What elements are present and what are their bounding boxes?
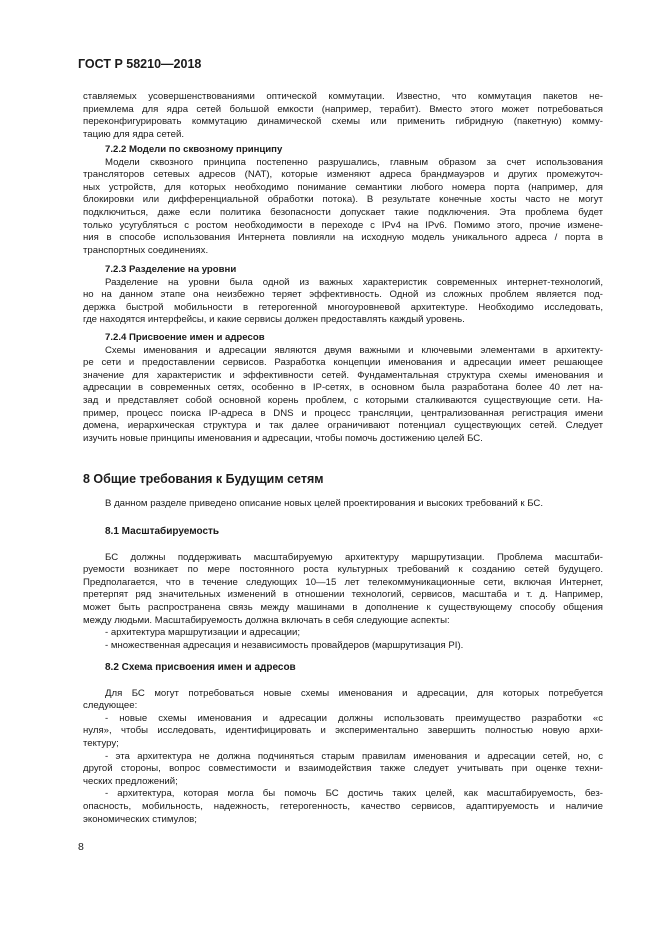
text-line: другой стороны, вопрос совместимости и взаимодействия также следует учитывать при оценке техни- (83, 763, 603, 775)
text-line: - архитектура, которая могла бы помочь БС достичь таких целей, как масштабируемость, без- (105, 788, 603, 800)
text-line: адресации в современных сетях, особенно в IP-сетях, в основном была разработана более 40 лет на- (83, 382, 603, 394)
section-8-2 (83, 662, 603, 826)
text-line: претерпят ряд значительных изменений в отношении технологий, сервисов, масштаба и т. д. Например, (83, 589, 603, 601)
text-line: нуля», чтобы исследовать, идентифицировать и экспериментально завершить полностью новую архи- (83, 725, 603, 737)
intro-paragraph (83, 91, 603, 141)
text-line: ставляемых усовершенствованиями оптической коммутации. Известно, что коммутация пакетов не- (83, 91, 603, 102)
text-line: БС должны поддерживать масштабируемую архитектуру маршрутизации. Проблема масштаби- (105, 551, 603, 563)
text-line: тацию для ядра сетей. (83, 128, 184, 140)
text-line: транспортных соединениях. (83, 244, 209, 256)
text-line: приемлема для ядра сетей большой емкости (например, терабит). Вместо этого может потребоваться (83, 103, 603, 115)
text-line: следующее: (83, 700, 138, 712)
text-line: экономических стимулов; (83, 813, 197, 825)
list-item: - архитектура маршрутизации и адресации; (105, 627, 301, 639)
text-line: между людьми. Масштабируемость должна включать в себя следующие аспекты: (83, 614, 450, 626)
section-7-2-3 (83, 264, 603, 327)
text-line: может быть распространена связь между машинами в дополнение к существующему способу общения (83, 601, 603, 613)
section-8-1 (83, 526, 603, 652)
text-line: изучить новые принципы именования и адресации, чтобы помочь достижению целей БС. (83, 432, 483, 444)
text-line: опасность, мобильность, надежность, гетерогенность, качество сервисов, адаптируемость и наличие (83, 800, 603, 812)
text-line: переконфигурировать коммутацию динамической схемы или применить гибридную (пакетную) комму- (83, 116, 603, 128)
list-item: - множественная адресация и независимость провайдеров (маршрутизация PI). (105, 639, 464, 651)
chapter-heading: 8 Общие требования к Будущим сетям (83, 472, 324, 486)
text-line: значение для характеристик и эффективности сетей. Фундаментальная структура схемы именования и (83, 369, 603, 381)
text-line: подключиться, даже если политика безопасности допускает такие подключения. Эта проблема будет (83, 206, 603, 218)
text-line: - новые схемы именования и адресации должны использовать преимущество разработки «с (105, 712, 603, 724)
section-heading: 7.2.4 Присвоение имен и адресов (105, 332, 265, 343)
text-line: но на данном этапе она неизбежно теряет эффективность. Одной из сложных проблем является под- (83, 289, 603, 301)
text-line: Схемы именования и адресации являются двумя важными и ключевыми элементами в архитекту- (105, 344, 603, 356)
text-line: где находятся интерфейсы, и какие сервисы должен предоставлять каждый уровень. (83, 314, 465, 326)
text-line: держка быстрой мобильности в гетерогенной многоуровневой архитектуре. Необходимо исследовать, (83, 301, 603, 313)
text-line: - эта архитектура не должна подчиняться старым правилам именования и адресации сетей, но, с (105, 750, 603, 762)
text-line: трансляторов сетевых адресов (NAT), которые изменяют адреса брандмауэров и других промежуточ- (83, 169, 603, 181)
text-line: В данном разделе приведено описание новых целей проектирования и высоких требований к БС. (105, 497, 544, 509)
text-line: блокировки или дифференциальной обработки потока). В результате конечные хосты часто не могут (83, 194, 603, 206)
text-line: Модели сквозного принципа постепенно разрушались, главным образом за счет использования (105, 156, 603, 168)
section-7-2-4 (83, 332, 603, 445)
document-header: ГОСТ Р 58210—2018 (78, 57, 202, 71)
section-heading: 8.1 Масштабируемость (105, 526, 220, 537)
text-line: Для БС могут потребоваться новые схемы именования и адресации, для которых потребуется (105, 687, 603, 699)
section-7-2-2 (83, 144, 603, 257)
text-line: домена, иерархическая структура и так далее ограничивают потенциал существующих сетей. Следует (83, 420, 603, 432)
text-line: тектуру; (83, 737, 119, 749)
text-line: только усугубляться с ростом необходимости в переходе с IPv4 на IPv6. Помимо этого, прочие измене- (83, 219, 603, 231)
text-line: Разделение на уровни была одной из важных характеристик современных интернет-технологий, (105, 276, 603, 288)
text-line: зад и представляет собой основной корень проблем, с которыми сталкиваются существующие сети. На- (83, 394, 603, 406)
text-line: ческих предложений; (83, 775, 178, 787)
text-line: руемости возникает по мере постоянного роста культурных требований к созданию сетей будущего. (83, 564, 603, 576)
section-8 (83, 473, 603, 510)
section-heading: 7.2.2 Модели по сквозному принципу (105, 144, 283, 155)
page-number: 8 (78, 841, 84, 853)
section-heading: 7.2.3 Разделение на уровни (105, 264, 237, 275)
text-line: Предполагается, что в течение следующих 10—15 лет телекоммуникационные сети, включая Интернет, (83, 576, 603, 588)
section-heading: 8.2 Схема присвоения имен и адресов (105, 662, 296, 673)
text-line: ных устройств, для которых необходимо понимание семантики любого номера порта (например, для (83, 181, 603, 193)
text-line: ния в способе использования Интернета повлияли на исходную модель уникального адреса / порта в (83, 232, 603, 244)
text-line: пример, процесс поиска IP-адреса в DNS и процесс трансляции, централизованная регистрация имени (83, 407, 603, 419)
text-line: ре сети и предоставлении сервисов. Разработка концепции именования и адресации имеет решающее (83, 357, 603, 369)
